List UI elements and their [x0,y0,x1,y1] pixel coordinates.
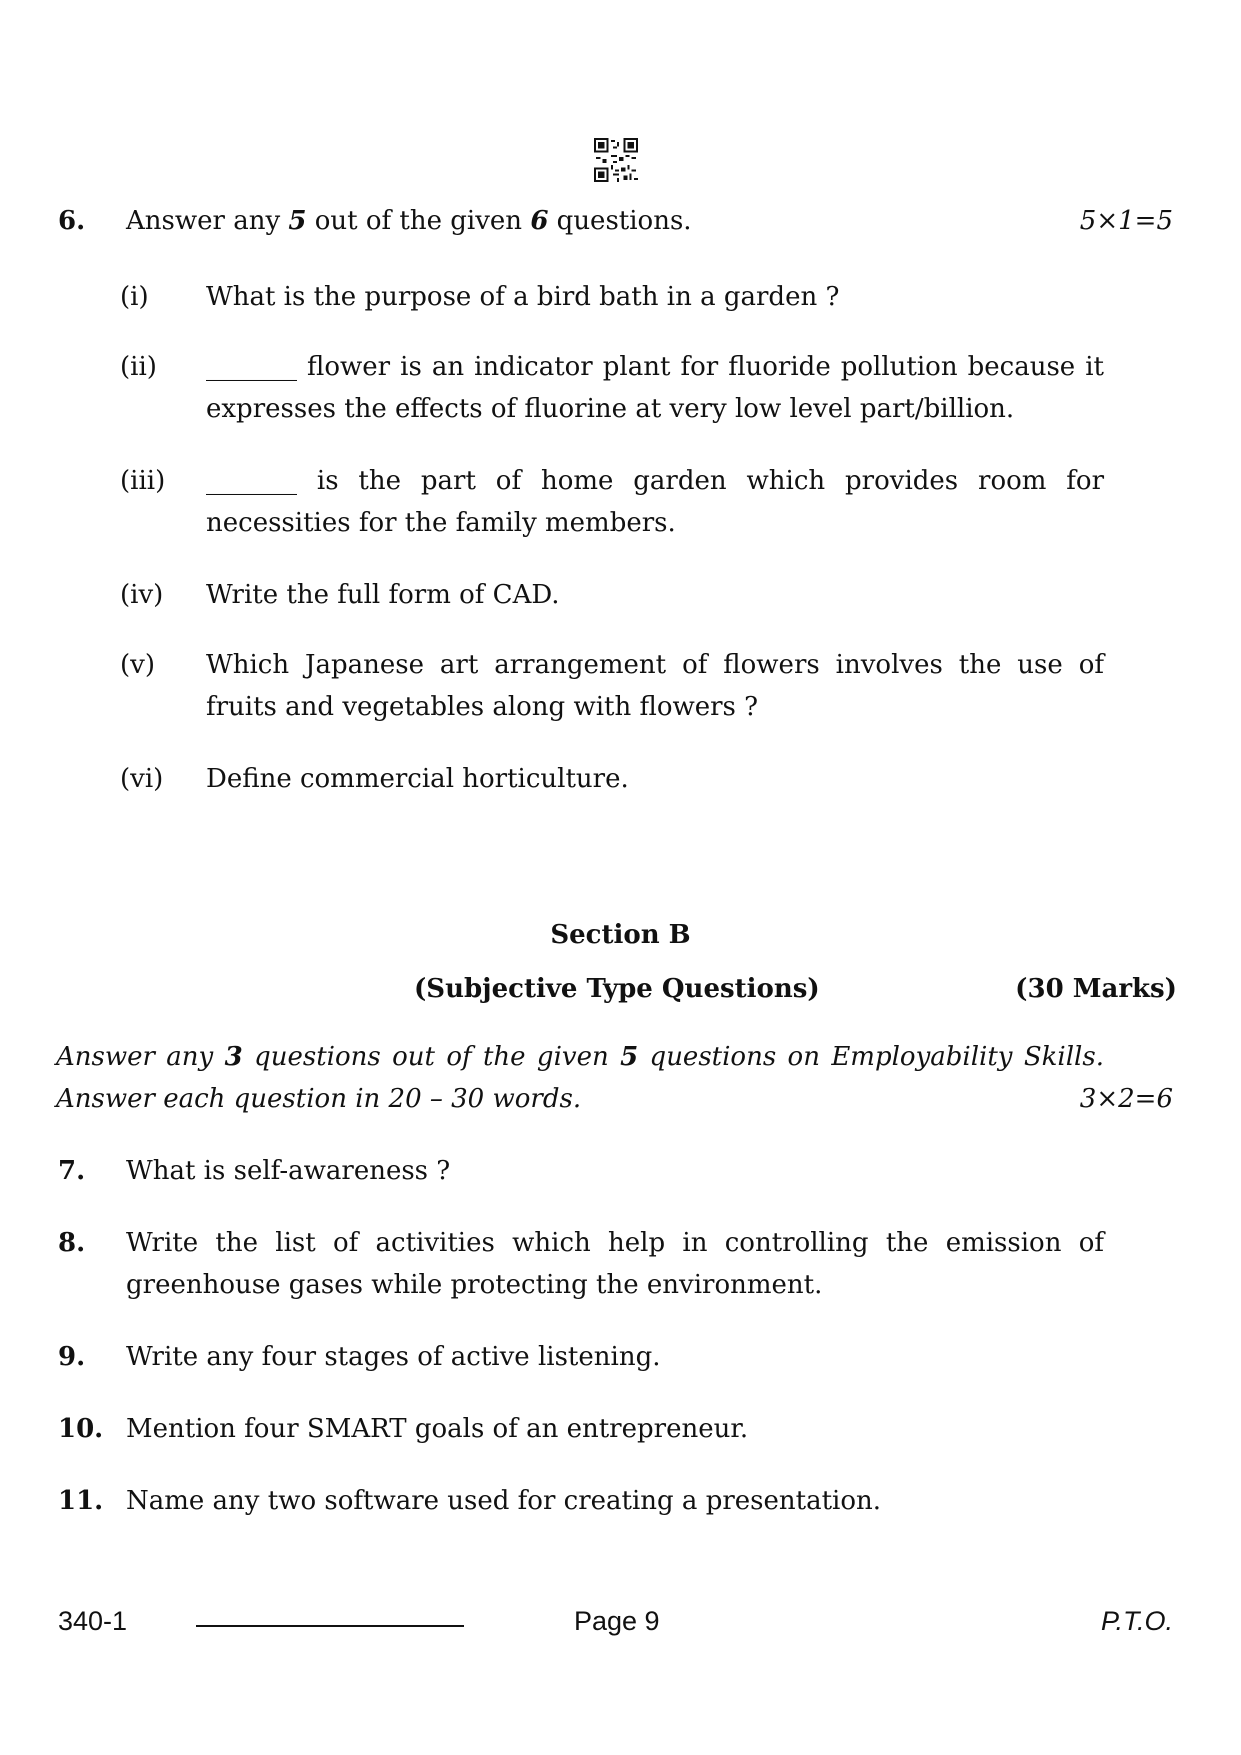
section-instructions-marks: 3×2=6 [1079,1084,1173,1114]
page-number: Page 9 [574,1606,660,1636]
question-number: 10. [58,1414,104,1444]
q6-item-text: Which Japanese art arrangement of flowers involves the use of fruits and vegetables along with flowers ? [206,650,1104,722]
q6-item-label: (i) [120,282,149,312]
q6-item-text: _______ flower is an indicator plant for fluoride pollution because it expresses the effects of fluorine at very low level part/billion. [206,352,1104,424]
question-number: 8. [58,1228,86,1258]
section-instructions-line2: Answer each question in 20 – 30 words. [56,1084,582,1114]
q6-item-label: (iii) [120,466,166,496]
section-instructions: Answer any 3 questions out of the given 5 questions on Employability Skills. [56,1042,1104,1072]
question-6-text: Answer any 5 out of the given 6 questions. [126,206,692,236]
q6-item-text: Define commercial horticulture. [206,764,629,794]
q6-item-label: (iv) [120,580,164,610]
q6-item-label: (ii) [120,352,157,382]
section-title: Section B [550,920,691,950]
question-text: What is self-awareness ? [126,1156,451,1186]
qr-code-icon [594,138,638,182]
q6-item-label: (vi) [120,764,164,794]
q6-item-text: What is the purpose of a bird bath in a garden ? [206,282,840,312]
question-text: Mention four SMART goals of an entrepreneur. [126,1414,749,1444]
question-6-number: 6. [58,206,86,236]
q6-item-text: Write the full form of CAD. [206,580,560,610]
pto-label: P.T.O. [1100,1606,1173,1636]
q6-item-label: (v) [120,650,155,680]
section-subtitle: (Subjective Type Questions) [414,974,820,1004]
footer-rule [196,1625,464,1627]
question-text: Write the list of activities which help in controlling the emission of greenhouse gases while protecting the environment. [126,1228,1104,1300]
paper-code: 340-1 [58,1606,128,1636]
q6-item-text: _______ is the part of home garden which provides room for necessities for the family members. [206,466,1104,538]
question-text: Name any two software used for creating a presentation. [126,1486,882,1516]
section-marks: (30 Marks) [1015,974,1177,1004]
question-number: 11. [58,1486,104,1516]
question-number: 7. [58,1156,86,1186]
question-text: Write any four stages of active listening. [126,1342,661,1372]
question-number: 9. [58,1342,86,1372]
question-6-marks: 5×1=5 [1079,206,1173,236]
